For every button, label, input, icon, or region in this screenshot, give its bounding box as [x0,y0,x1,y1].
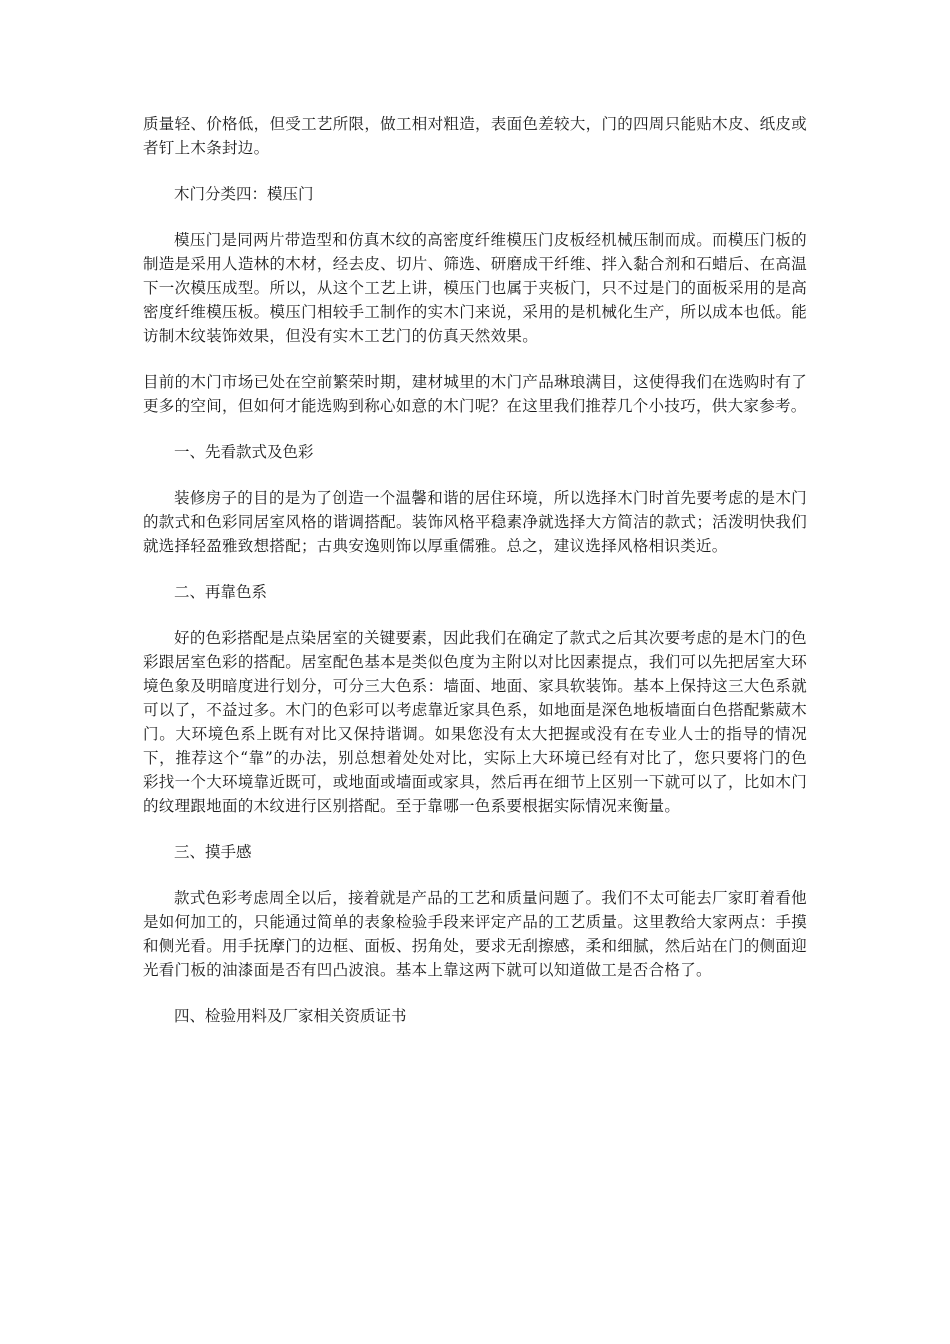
heading-tip-4: 四、检验用料及厂家相关资质证书 [174,1007,407,1025]
paragraph-gap [143,418,807,440]
paragraph-gap [143,348,807,370]
paragraph-tip-3: 款式色彩考虑周全以后，接着就是产品的工艺和质量问题了。我们不太可能去厂家盯着看他是如何加工的，只能通过简单的表象检验手段来评定产品的工艺质量。这里教给大家两点：手摸和侧光看。用手抚摩门的边框、面板、拐角处，要求无刮擦感，柔和细腻，然后站在门的侧面迎光看门板的油漆面是否有凹凸波浪。基本上靠这两下就可以知道做工是否合格了。 [143,889,807,979]
document-page [143,112,807,1028]
heading-tip-1: 一、先看款式及色彩 [174,443,314,461]
paragraph-gap [143,206,807,228]
paragraph-gap [143,864,807,886]
paragraph-gap [143,160,807,182]
paragraph-intro-continued: 质量轻、价格低，但受工艺所限，做工相对粗造，表面色差较大，门的四周只能贴木皮、纸皮或者钉上木条封边。 [143,115,807,157]
paragraph-gap [143,558,807,580]
paragraph-gap [143,818,807,840]
paragraph-tip-2: 好的色彩搭配是点染居室的关键要素，因此我们在确定了款式之后其次要考虑的是木门的色彩跟居室色彩的搭配。居室配色基本是类似色度为主附以对比因素提点，我们可以先把居室大环境色象及明暗度进行划分，可分三大色系：墙面、地面、家具软装饰。基本上保持这三大色系就可以了，不益过多。木门的色彩可以考虑靠近家具色系，如地面是深色地板墙面白色搭配紫葳木门。大环境色系上既有对比又保持谐调。如果您没有太大把握或没有在专业人士的指导的情况下，推荐这个“靠”的办法，别总想着处处对比，实际上大环境已经有对比了，您只要将门的色彩找一个大环境靠近既可，或地面或墙面或家具，然后再在细节上区别一下就可以了，比如木门的纹理跟地面的木纹进行区别搭配。至于靠哪一色系要根据实际情况来衡量。 [143,629,807,815]
paragraph-gap [143,464,807,486]
paragraph-molded-door: 模压门是同两片带造型和仿真木纹的高密度纤维模压门皮板经机械压制而成。而模压门板的制造是采用人造林的木材，经去皮、切片、筛选、研磨成干纤维、拌入黏合剂和石蜡后、在高温下一次模压成型。所以，从这个工艺上讲，模压门也属于夹板门，只不过是门的面板采用的是高密度纤维模压板。模压门相较手工制作的实木门来说，采用的是机械化生产，所以成本也低。能访制木纹装饰效果，但没有实木工艺门的仿真天然效果。 [143,231,807,345]
paragraph-tip-1: 装修房子的目的是为了创造一个温馨和谐的居住环境，所以选择木门时首先要考虑的是木门的款式和色彩同居室风格的谐调搭配。装饰风格平稳素净就选择大方简洁的款式；活泼明快我们就选择轻盈雅致想搭配；古典安逸则饰以厚重儒雅。总之，建议选择风格相识类近。 [143,489,807,555]
paragraph-gap [143,604,807,626]
paragraph-gap [143,982,807,1004]
heading-tip-2: 二、再靠色系 [174,583,268,601]
paragraph-market: 目前的木门市场已处在空前繁荣时期，建材城里的木门产品琳琅满目，这使得我们在选购时有了更多的空间，但如何才能选购到称心如意的木门呢？在这里我们推荐几个小技巧，供大家参考。 [143,373,807,415]
heading-tip-3: 三、摸手感 [174,843,252,861]
heading-door-type-4: 木门分类四：模压门 [174,185,314,203]
